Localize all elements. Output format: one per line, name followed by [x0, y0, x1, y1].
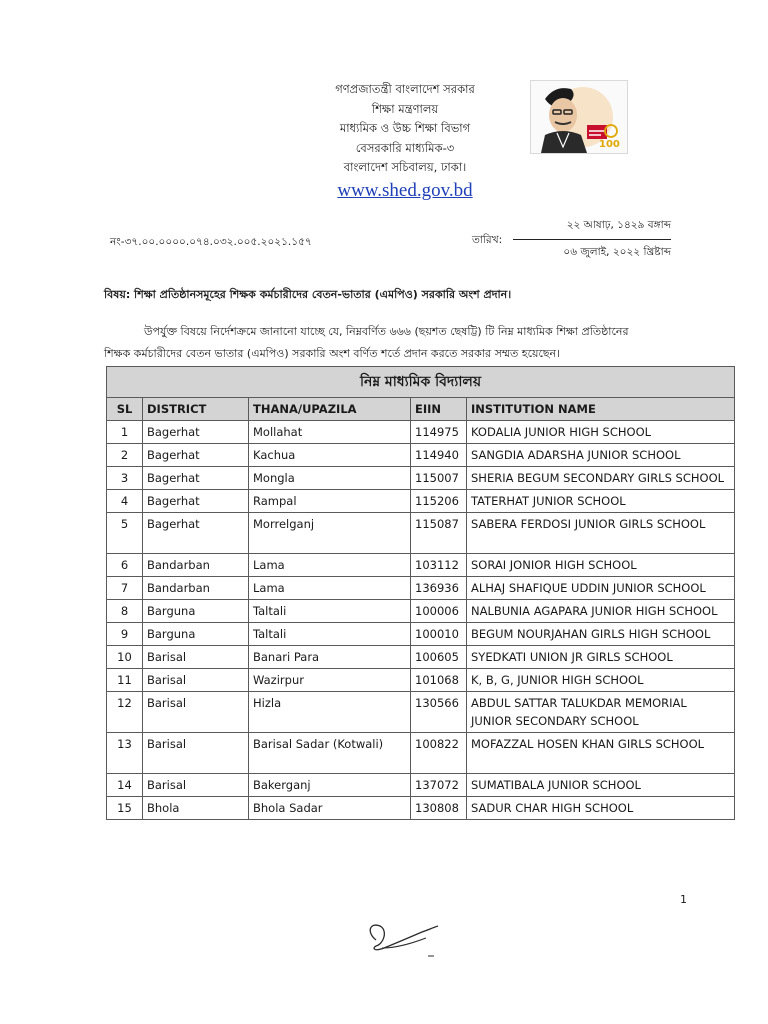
subject-line: বিষয়: শিক্ষা প্রতিষ্ঠানসমূহের শিক্ষক কর্মচারীদের বেতন-ভাতার (এমপিও) সরকারি অংশ প্রদান।: [104, 288, 512, 301]
cell-institution: SUMATIBALA JUNIOR SCHOOL: [467, 774, 735, 797]
cell-sl: 10: [107, 646, 143, 669]
cell-district: Barguna: [143, 600, 249, 623]
date-label: তারিখ:: [472, 234, 503, 246]
table-row: [107, 467, 735, 490]
table-row: [107, 600, 735, 623]
table-row: [107, 774, 735, 797]
table-row: [107, 669, 735, 692]
division-name: মাধ্যমিক ও উচ্চ শিক্ষা বিভাগ: [339, 121, 471, 135]
table-row: [107, 554, 735, 577]
table-row: [107, 692, 735, 733]
cell-district: Bandarban: [143, 577, 249, 600]
cell-eiin: 103112: [411, 554, 467, 577]
cell-eiin: 101068: [411, 669, 467, 692]
cell-institution: KODALIA JUNIOR HIGH SCHOOL: [467, 421, 735, 444]
cell-thana: Banari Para: [249, 646, 411, 669]
cell-institution: BEGUM NOURJAHAN GIRLS HIGH SCHOOL: [467, 623, 735, 646]
cell-eiin: 130808: [411, 797, 467, 820]
cell-sl: 2: [107, 444, 143, 467]
cell-institution: ALHAJ SHAFIQUE UDDIN JUNIOR SCHOOL: [467, 577, 735, 600]
cell-thana: Bakerganj: [249, 774, 411, 797]
cell-eiin: 137072: [411, 774, 467, 797]
govt-name: গণপ্রজাতন্ত্রী বাংলাদেশ সরকার: [335, 82, 475, 96]
table-row: [107, 623, 735, 646]
cell-eiin: 115087: [411, 513, 467, 554]
table-row: [107, 490, 735, 513]
office-address: বাংলাদেশ সচিবালয়, ঢাকা।: [343, 160, 467, 174]
signature-icon: [362, 918, 448, 964]
website-link[interactable]: www.shed.gov.bd: [337, 179, 473, 201]
cell-institution: SHERIA BEGUM SECONDARY GIRLS SCHOOL: [467, 467, 735, 490]
cell-eiin: 136936: [411, 577, 467, 600]
portrait-emblem-icon: [530, 80, 628, 154]
cell-institution: TATERHAT JUNIOR SCHOOL: [467, 490, 735, 513]
col-header-thana: THANA/UPAZILA: [249, 398, 411, 421]
cell-thana: Taltali: [249, 623, 411, 646]
cell-sl: 4: [107, 490, 143, 513]
cell-district: Barisal: [143, 646, 249, 669]
cell-eiin: 115007: [411, 467, 467, 490]
cell-sl: 11: [107, 669, 143, 692]
cell-thana: Mollahat: [249, 421, 411, 444]
cell-district: Bagerhat: [143, 421, 249, 444]
table-row: [107, 421, 735, 444]
cell-sl: 13: [107, 733, 143, 774]
date-block: [513, 218, 671, 262]
table-banner: নিম্ন মাধ্যমিক বিদ্যালয়: [107, 367, 735, 398]
cell-thana: Kachua: [249, 444, 411, 467]
cell-thana: Lama: [249, 577, 411, 600]
cell-thana: Taltali: [249, 600, 411, 623]
cell-district: Bagerhat: [143, 490, 249, 513]
body-line-1: উপর্যুক্ত বিষয়ে নির্দেশক্রমে জানানো যাচ্ছে যে, নিম্নবর্ণিত ৬৬৬ (ছয়শত ছেষট্টি) টি নিম্ন মাধ্যমিক শিক্ষা প্রতিষ্ঠানের: [144, 325, 629, 338]
cell-sl: 3: [107, 467, 143, 490]
table-row: [107, 646, 735, 669]
col-header-district: DISTRICT: [143, 398, 249, 421]
cell-eiin: 100605: [411, 646, 467, 669]
emblem-badge: 100: [599, 139, 620, 150]
cell-district: Barisal: [143, 774, 249, 797]
cell-sl: 8: [107, 600, 143, 623]
cell-eiin: 100006: [411, 600, 467, 623]
cell-thana: Mongla: [249, 467, 411, 490]
cell-district: Bagerhat: [143, 513, 249, 554]
cell-district: Bagerhat: [143, 467, 249, 490]
cell-institution: SABERA FERDOSI JUNIOR GIRLS SCHOOL: [467, 513, 735, 554]
cell-institution: MOFAZZAL HOSEN KHAN GIRLS SCHOOL: [467, 733, 735, 774]
cell-eiin: 100010: [411, 623, 467, 646]
col-header-eiin: EIIN: [411, 398, 467, 421]
cell-thana: Barisal Sadar (Kotwali): [249, 733, 411, 774]
body-line-2: শিক্ষক কর্মচারীদের বেতন ভাতার (এমপিও) সরকারি অংশ বর্ণিত শর্তে প্রদান করতে সরকার সম্মত হয়েছেন।: [104, 347, 561, 360]
cell-institution: NALBUNIA AGAPARA JUNIOR HIGH SCHOOL: [467, 600, 735, 623]
cell-institution: SANGDIA ADARSHA JUNIOR SCHOOL: [467, 444, 735, 467]
cell-eiin: 114940: [411, 444, 467, 467]
body-paragraph: [104, 321, 704, 365]
cell-institution: SADUR CHAR HIGH SCHOOL: [467, 797, 735, 820]
table-row: [107, 733, 735, 774]
cell-sl: 5: [107, 513, 143, 554]
institution-table: [106, 366, 735, 820]
cell-institution: SYEDKATI UNION JR GIRLS SCHOOL: [467, 646, 735, 669]
date-gregorian: ০৬ জুলাই, ২০২২ খ্রিষ্টাব্দ: [563, 246, 671, 258]
table-row: [107, 577, 735, 600]
page-number: 1: [680, 893, 687, 906]
cell-thana: Wazirpur: [249, 669, 411, 692]
cell-thana: Morrelganj: [249, 513, 411, 554]
cell-sl: 9: [107, 623, 143, 646]
cell-district: Bandarban: [143, 554, 249, 577]
cell-institution: ABDUL SATTAR TALUKDAR MEMORIAL JUNIOR SECONDARY SCHOOL: [467, 692, 735, 733]
cell-district: Barisal: [143, 733, 249, 774]
cell-eiin: 114975: [411, 421, 467, 444]
cell-institution: K, B, G, JUNIOR HIGH SCHOOL: [467, 669, 735, 692]
section-name: বেসরকারি মাধ্যমিক-৩: [355, 140, 455, 155]
cell-sl: 15: [107, 797, 143, 820]
cell-institution: SORAI JONIOR HIGH SCHOOL: [467, 554, 735, 577]
cell-sl: 7: [107, 577, 143, 600]
cell-eiin: 115206: [411, 490, 467, 513]
table-row: [107, 797, 735, 820]
col-header-institution: INSTITUTION NAME: [467, 398, 735, 421]
cell-sl: 14: [107, 774, 143, 797]
cell-thana: Hizla: [249, 692, 411, 733]
col-header-sl: SL: [107, 398, 143, 421]
cell-district: Bagerhat: [143, 444, 249, 467]
cell-district: Barisal: [143, 669, 249, 692]
cell-sl: 1: [107, 421, 143, 444]
ministry-name: শিক্ষা মন্ত্রণালয়: [371, 101, 439, 116]
memo-number: নং-৩৭.০০.০০০০.০৭৪.০৩২.০০৫.২০২১.১৫৭: [110, 236, 312, 248]
cell-thana: Lama: [249, 554, 411, 577]
cell-eiin: 130566: [411, 692, 467, 733]
cell-thana: Rampal: [249, 490, 411, 513]
cell-thana: Bhola Sadar: [249, 797, 411, 820]
table-row: [107, 513, 735, 554]
cell-district: Barguna: [143, 623, 249, 646]
date-bangla: ২২ আষাঢ়, ১৪২৯ বঙ্গাব্দ: [513, 218, 671, 240]
cell-district: Barisal: [143, 692, 249, 733]
table-row: [107, 444, 735, 467]
letterhead: [290, 80, 520, 203]
cell-sl: 12: [107, 692, 143, 733]
cell-district: Bhola: [143, 797, 249, 820]
cell-sl: 6: [107, 554, 143, 577]
cell-eiin: 100822: [411, 733, 467, 774]
